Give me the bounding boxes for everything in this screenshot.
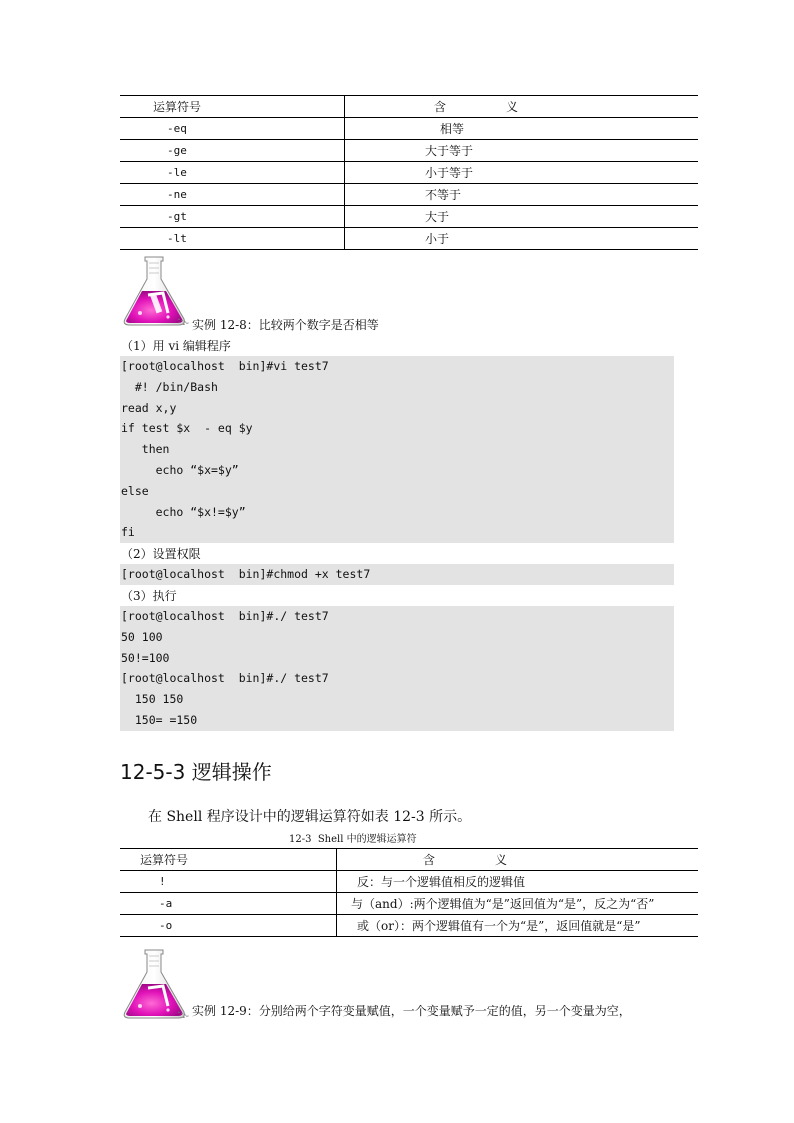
table-row	[120, 184, 698, 206]
code-line: 50!=100	[121, 650, 170, 665]
code-line: else	[121, 483, 149, 498]
meaning-cell: 小于等于	[345, 162, 699, 184]
step-edit-program: （1）用 vi 编辑程序	[121, 339, 231, 353]
table-row	[120, 140, 698, 162]
meaning-cell: 或（or）：两个逻辑值有一个为“是”，返回值就是“是”	[337, 915, 699, 937]
step-execute: （3）执行	[121, 589, 177, 603]
logic-operators-table	[120, 848, 698, 937]
operator-cell: -a	[120, 893, 337, 915]
code-line: fi	[121, 525, 135, 540]
code-block-script	[120, 356, 674, 543]
code-line: 150 150	[121, 692, 184, 707]
operator-cell: -o	[120, 915, 337, 937]
operator-cell: -lt	[120, 228, 345, 250]
code-line: echo “$x=$y”	[121, 462, 239, 477]
code-line: [root@localhost bin]#./ test7	[121, 609, 329, 623]
table-row	[120, 893, 698, 915]
operator-cell: -gt	[120, 206, 345, 228]
table-header-operator: 运算符号	[120, 96, 345, 118]
operator-cell: -ne	[120, 184, 345, 206]
example-caption: 实例 12-9：分别给两个字符变量赋值，一个变量赋予一定的值，另一个变量为空，	[192, 1004, 631, 1018]
step-set-permission: （2）设置权限	[121, 547, 201, 561]
table-row	[120, 162, 698, 184]
operator-cell: -ge	[120, 140, 345, 162]
example-caption: 实例 12-8：比较两个数字是否相等	[192, 318, 379, 332]
flask-icon	[118, 946, 193, 1021]
operator-cell: -eq	[120, 118, 345, 140]
meaning-cell: 相等	[345, 118, 699, 140]
meaning-cell: 不等于	[345, 184, 699, 206]
meaning-cell: 与（and）:两个逻辑值为“是”返回值为“是”，反之为“否”	[337, 893, 699, 915]
table-header-operator: 运算符号	[120, 849, 337, 871]
flask-icon	[118, 253, 193, 328]
operator-cell: !	[120, 871, 337, 893]
code-line: then	[121, 442, 170, 457]
operator-cell: -le	[120, 162, 345, 184]
meaning-cell: 大于等于	[345, 140, 699, 162]
code-line: 150= =150	[121, 712, 198, 727]
table-caption: 12-3 Shell 中的逻辑运算符	[289, 834, 417, 845]
code-line: 50 100	[121, 629, 163, 644]
comparison-operators-table	[120, 95, 698, 250]
meaning-cell: 大于	[345, 206, 699, 228]
table-header-meaning: 含 义	[337, 849, 699, 871]
table-header-meaning: 含 义	[345, 96, 699, 118]
table-row	[120, 915, 698, 937]
table-row	[120, 871, 698, 893]
code-line: [root@localhost bin]#./ test7	[121, 671, 329, 686]
code-block-run	[120, 606, 674, 731]
code-line: if test $x - eq $y	[121, 421, 253, 436]
table-row	[120, 118, 698, 140]
code-line: read x,y	[121, 400, 177, 415]
code-line: [root@localhost bin]#vi test7	[121, 359, 329, 373]
code-line: echo “$x!=$y”	[121, 504, 246, 519]
code-line: #! /bin/Bash	[121, 379, 218, 394]
code-block-chmod	[120, 564, 674, 585]
code-line: [root@localhost bin]#chmod +x test7	[121, 567, 371, 581]
table-row	[120, 206, 698, 228]
body-paragraph: 在 Shell 程序设计中的逻辑运算符如表 12-3 所示。	[148, 809, 472, 825]
meaning-cell: 反：与一个逻辑值相反的逻辑值	[337, 871, 699, 893]
section-heading: 12-5-3 逻辑操作	[120, 760, 272, 784]
table-row	[120, 228, 698, 250]
meaning-cell: 小于	[345, 228, 699, 250]
